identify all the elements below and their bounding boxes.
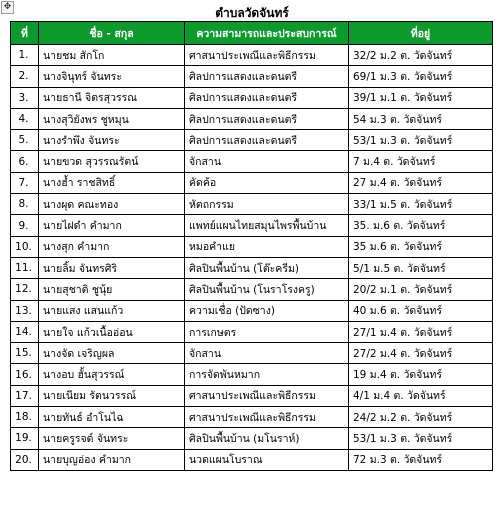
row-address-cell: 53/1 ม.3 ต. วัดจันทร์ [349, 428, 493, 449]
table-row [11, 45, 493, 66]
row-address-cell: 72 ม.3 ต. วัดจันทร์ [349, 449, 493, 470]
header-name: ชื่อ - สกุล [39, 22, 185, 45]
table-body [11, 45, 493, 471]
table-row [11, 151, 493, 172]
row-skill-cell: ความเชื่อ (ปัดซาง) [185, 300, 349, 321]
row-name-cell: นายทันธ์ อำโนไฉ [39, 407, 185, 428]
row-address-cell: 19 ม.4 ต. วัดจันทร์ [349, 364, 493, 385]
row-name-cell: นายแสง แสนแก้ว [39, 300, 185, 321]
table-row [11, 172, 493, 193]
row-skill-cell: ศิลปการแสดงและดนตรี [185, 66, 349, 87]
row-number-cell: 5. [11, 130, 39, 151]
row-number-cell: 16. [11, 364, 39, 385]
row-skill-cell: ศิลปการแสดงและดนตรี [185, 87, 349, 108]
row-skill-cell: จักสาน [185, 151, 349, 172]
row-name-cell: นางผุด คณะทอง [39, 194, 185, 215]
header-skill: ความสามารถและประสบการณ์ [185, 22, 349, 45]
row-skill-cell: การเกษตร [185, 321, 349, 342]
row-address-cell: 33/1 ม.5 ต. วัดจันทร์ [349, 194, 493, 215]
row-number-cell: 8. [11, 194, 39, 215]
row-name-cell: นายธานี จิตรสุวรรณ [39, 87, 185, 108]
row-skill-cell: หัตถกรรม [185, 194, 349, 215]
row-name-cell: นางจินุทร์ จันทระ [39, 66, 185, 87]
row-address-cell: 39/1 ม.1 ต. วัดจันทร์ [349, 87, 493, 108]
row-number-cell: 9. [11, 215, 39, 236]
row-address-cell: 27/1 ม.4 ต. วัดจันทร์ [349, 321, 493, 342]
row-name-cell: นางสุวิยังพร ชูหมุน [39, 108, 185, 129]
table-row [11, 66, 493, 87]
row-address-cell: 24/2 ม.2 ต. วัดจันทร์ [349, 407, 493, 428]
row-address-cell: 4/1 ม.4 ต. วัดจันทร์ [349, 385, 493, 406]
row-skill-cell: ศาสนาประเพณีและพิธีกรรม [185, 45, 349, 66]
row-address-cell: 7 ม.4 ต. วัดจันทร์ [349, 151, 493, 172]
header-number: ที่ [11, 22, 39, 45]
row-name-cell: นางอบ ฮั้นสุวรรณ์ [39, 364, 185, 385]
row-number-cell: 7. [11, 172, 39, 193]
row-name-cell: นายขวด สุวรรณรัตน์ [39, 151, 185, 172]
table-row [11, 279, 493, 300]
row-name-cell: นายใจ แก้วเนื้ออ่อน [39, 321, 185, 342]
row-skill-cell: จักสาน [185, 343, 349, 364]
page-title: ตำบลวัดจันทร์ [215, 6, 289, 20]
row-number-cell: 18. [11, 407, 39, 428]
row-number-cell: 2. [11, 66, 39, 87]
table-row [11, 321, 493, 342]
row-address-cell: 27/2 ม.4 ต. วัดจันทร์ [349, 343, 493, 364]
table-row [11, 236, 493, 257]
row-number-cell: 19. [11, 428, 39, 449]
row-skill-cell: คัดค้อ [185, 172, 349, 193]
row-number-cell: 6. [11, 151, 39, 172]
row-skill-cell: ศิลปการแสดงและดนตรี [185, 108, 349, 129]
row-address-cell: 69/1 ม.3 ต. วัดจันทร์ [349, 66, 493, 87]
row-skill-cell: นวดแผนโบราณ [185, 449, 349, 470]
table-row [11, 364, 493, 385]
table-row [11, 449, 493, 470]
row-address-cell: 35. ม.6 ต. วัดจันทร์ [349, 215, 493, 236]
row-number-cell: 12. [11, 279, 39, 300]
table-row [11, 300, 493, 321]
row-address-cell: 5/1 ม.5 ต. วัดจันทร์ [349, 257, 493, 278]
row-skill-cell: หมอคำแย [185, 236, 349, 257]
table-row [11, 130, 493, 151]
row-number-cell: 13. [11, 300, 39, 321]
row-name-cell: นายลิ้ม จันทรศิริ [39, 257, 185, 278]
wisdom-table [10, 21, 493, 471]
table-row [11, 428, 493, 449]
row-name-cell: นางจัด เจริญผล [39, 343, 185, 364]
row-number-cell: 4. [11, 108, 39, 129]
row-skill-cell: ศิลปินพื้นบ้าน (มโนราห์) [185, 428, 349, 449]
row-name-cell: นางสุก คำมาก [39, 236, 185, 257]
table-row [11, 215, 493, 236]
table-move-handle-icon[interactable]: ✥ [1, 1, 14, 14]
table-row [11, 385, 493, 406]
table-row [11, 343, 493, 364]
row-number-cell: 11. [11, 257, 39, 278]
row-name-cell: นายชม สักโก [39, 45, 185, 66]
table-header-row [11, 22, 493, 45]
row-skill-cell: ศิลปินพื้นบ้าน (โต๊ะครีม) [185, 257, 349, 278]
row-address-cell: 35 ม.6 ต. วัดจันทร์ [349, 236, 493, 257]
row-address-cell: 53/1 ม.3 ต. วัดจันทร์ [349, 130, 493, 151]
row-skill-cell: แพทย์แผนไทยสมุนไพรพื้นบ้าน [185, 215, 349, 236]
row-number-cell: 20. [11, 449, 39, 470]
row-number-cell: 1. [11, 45, 39, 66]
row-skill-cell: ศิลปินพื้นบ้าน (โนราโรงครู) [185, 279, 349, 300]
row-number-cell: 17. [11, 385, 39, 406]
row-name-cell: นางฮ้ำ ราชสิทธิ์ [39, 172, 185, 193]
row-address-cell: 20/2 ม.1 ต. วัดจันทร์ [349, 279, 493, 300]
row-number-cell: 15. [11, 343, 39, 364]
row-skill-cell: ศิลปการแสดงและดนตรี [185, 130, 349, 151]
table-row [11, 257, 493, 278]
row-name-cell: นายไฝดำ คำมาก [39, 215, 185, 236]
row-name-cell: นายบุญอ่อง คำมาก [39, 449, 185, 470]
row-number-cell: 3. [11, 87, 39, 108]
row-number-cell: 14. [11, 321, 39, 342]
row-skill-cell: ศาสนาประเพณีและพิธีกรรม [185, 407, 349, 428]
table-row [11, 407, 493, 428]
row-name-cell: นายเนียม รัตนวรรณ์ [39, 385, 185, 406]
row-name-cell: นายสุชาติ ชูนุ้ย [39, 279, 185, 300]
table-row [11, 194, 493, 215]
row-name-cell: นายครูรจด์ จันทระ [39, 428, 185, 449]
row-address-cell: 40 ม.6 ต. วัดจันทร์ [349, 300, 493, 321]
table-row [11, 108, 493, 129]
row-address-cell: 27 ม.4 ต. วัดจันทร์ [349, 172, 493, 193]
header-address: ที่อยู่ [349, 22, 493, 45]
row-skill-cell: ศาสนาประเพณีและพิธีกรรม [185, 385, 349, 406]
table-row [11, 87, 493, 108]
row-address-cell: 54 ม.3 ต. วัดจันทร์ [349, 108, 493, 129]
row-name-cell: นางรำพึง จันทระ [39, 130, 185, 151]
row-address-cell: 32/2 ม.2 ต. วัดจันทร์ [349, 45, 493, 66]
row-skill-cell: การจัดพันหมาก [185, 364, 349, 385]
row-number-cell: 10. [11, 236, 39, 257]
